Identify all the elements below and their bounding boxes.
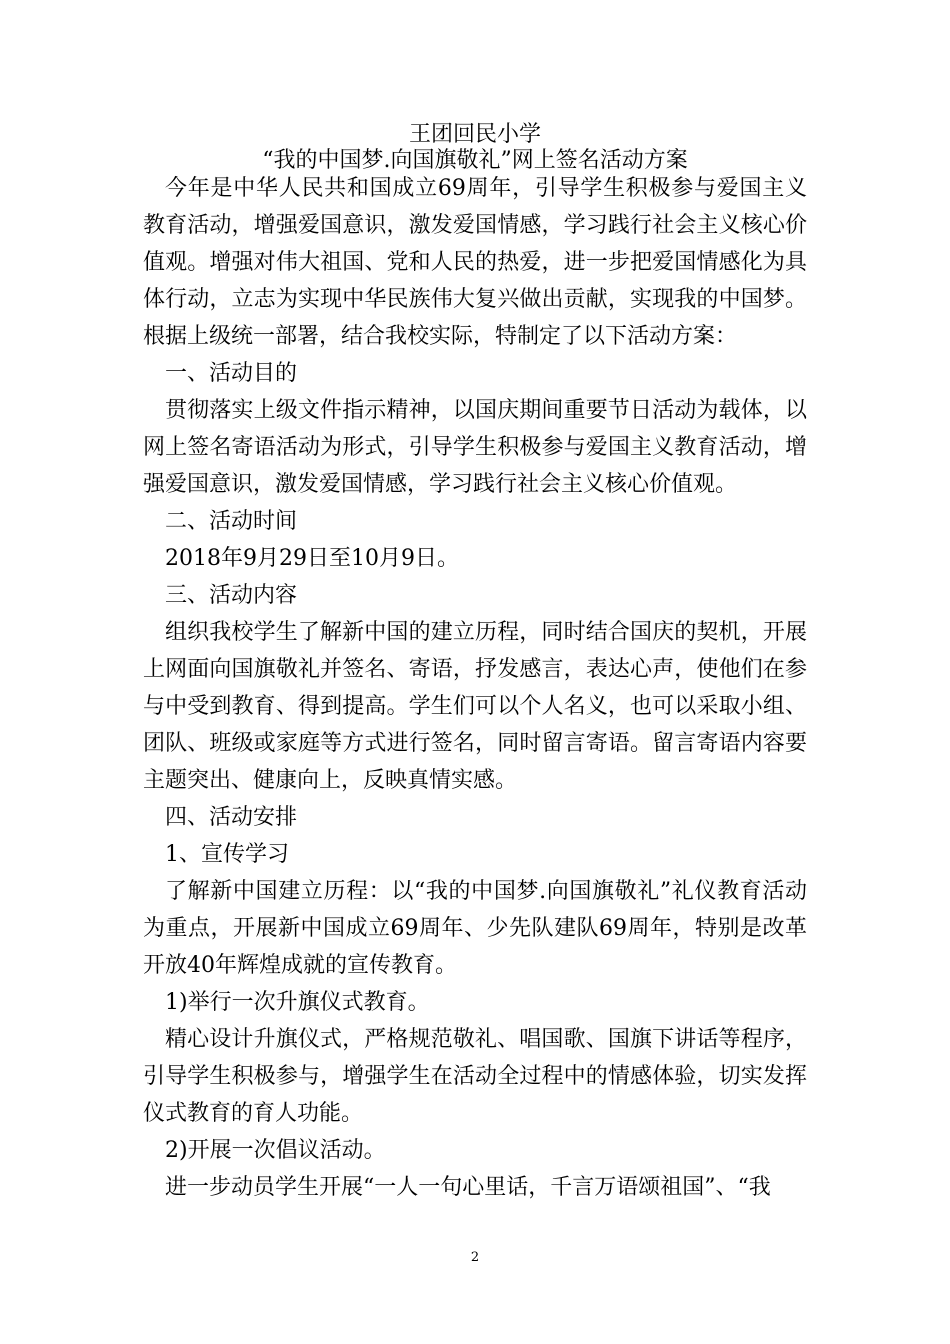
section-heading-arrangement: 四、活动安排 xyxy=(165,805,298,830)
section-heading-purpose: 一、活动目的 xyxy=(165,361,298,386)
section-heading-content: 三、活动内容 xyxy=(165,583,298,608)
item-initiative: 2)开展一次倡议活动。 xyxy=(165,1138,386,1163)
item-flag-ceremony: 1)举行一次升旗仪式教育。 xyxy=(165,990,430,1015)
publicity-paragraph: 了解新中国建立历程：以“我的中国梦.向国旗敬礼”礼仪教育活动为重点，开展新中国成立69周年、少先队建队69周年，特别是改革开放40年辉煌成就的宣传教育。 xyxy=(143,879,807,978)
section-heading-time: 二、活动时间 xyxy=(165,509,298,534)
content-paragraph: 组织我校学生了解新中国的建立历程，同时结合国庆的契机，开展上网面向国旗敬礼并签名、寄语，抒发感言，表达心声，使他们在参与中受到教育、得到提高。学生们可以个人名义，也可以采取小组、团队、班级或家庭等方式进行签名，同时留言寄语。留言寄语内容要主题突出、健康向上，反映真情实感。 xyxy=(143,620,807,793)
purpose-paragraph: 贯彻落实上级文件指示精神，以国庆期间重要节日活动为载体，以网上签名寄语活动为形式，引导学生积极参与爱国主义教育活动，增强爱国意识，激发爱国情感，学习践行社会主义核心价值观。 xyxy=(143,398,807,497)
page-number: 2 xyxy=(470,1250,480,1265)
time-paragraph: 2018年9月29日至10月9日。 xyxy=(165,546,459,571)
initiative-paragraph: 进一步动员学生开展“一人一句心里话，千言万语颂祖国”、“我 xyxy=(165,1175,771,1200)
document-title: 王团回民小学 xyxy=(408,122,541,147)
subsection-heading-publicity: 1、宣传学习 xyxy=(165,842,289,867)
document-subtitle: “我的中国梦.向国旗敬礼”网上签名活动方案 xyxy=(262,148,688,173)
document-body xyxy=(143,170,807,1206)
intro-paragraph: 今年是中华人民共和国成立69周年，引导学生积极参与爱国主义教育活动，增强爱国意识，激发爱国情感，学习践行社会主义核心价值观。增强对伟大祖国、党和人民的热爱，进一步把爱国情感化为具体行动，立志为实现中华民族伟大复兴做出贡献，实现我的中国梦。根据上级统一部署，结合我校实际，特制定了以下活动方案： xyxy=(143,176,807,349)
flag-ceremony-paragraph: 精心设计升旗仪式，严格规范敬礼、唱国歌、国旗下讲话等程序，引导学生积极参与，增强学生在活动全过程中的情感体验，切实发挥仪式教育的育人功能。 xyxy=(143,1027,807,1126)
